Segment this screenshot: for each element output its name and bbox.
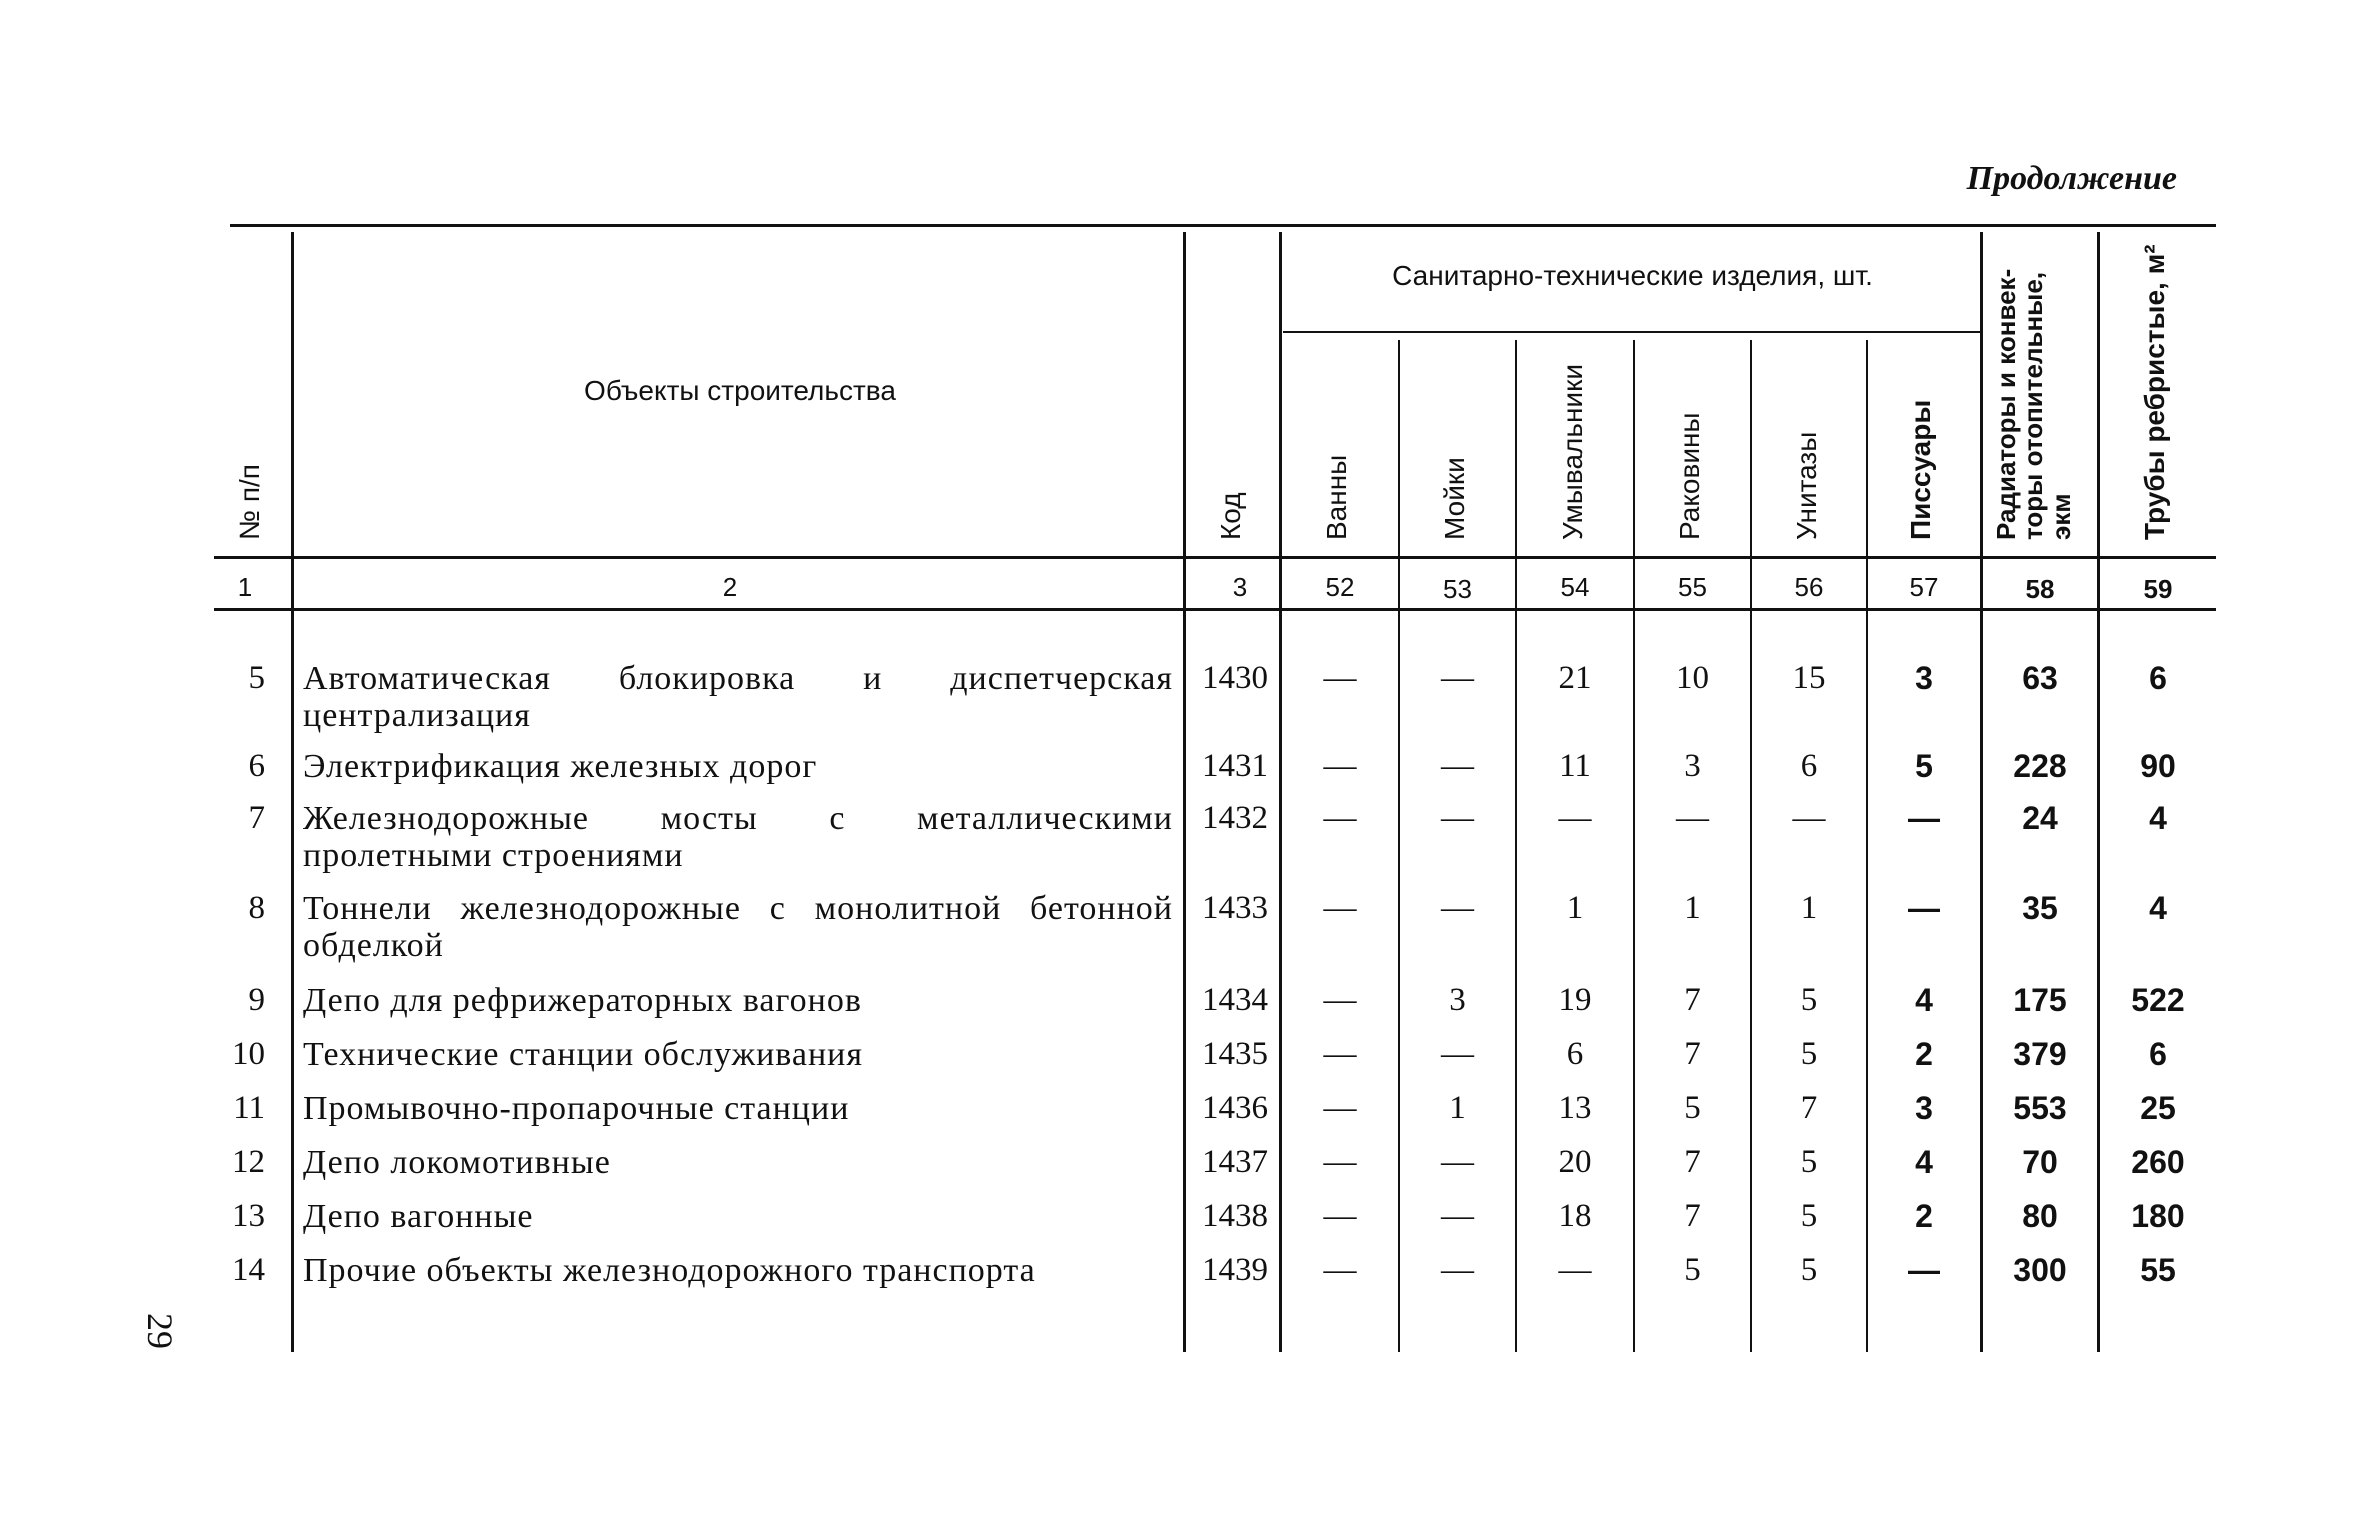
cell-53: — [1441,1198,1474,1234]
row-object-name: Прочие объекты железнодорожного транспорта [303,1252,1036,1289]
cell-55: 3 [1684,748,1701,784]
row-number: 5 [248,660,265,696]
cell-57: — [1908,890,1940,926]
cell-55: 1 [1684,890,1701,926]
header-radiators-l2: торы отопительные, [2018,271,2049,540]
cell-56: 7 [1800,1090,1818,1126]
cell-55: 5 [1684,1252,1701,1288]
cell-55: 5 [1684,1090,1701,1126]
cell-59: 522 [2131,982,2185,1018]
colnum-bottom-rule [214,608,2216,611]
row-code: 1437 [1202,1144,1268,1180]
row-code: 1436 [1202,1090,1268,1126]
cell-56: 6 [1800,748,1818,784]
cell-57: 4 [1915,1144,1933,1180]
header-sanitary-group: Санитарно-технические изделия, шт. [1392,260,1873,291]
cell-54: — [1558,800,1592,836]
colnum-53: 53 [1443,574,1472,604]
header-sub-rakoviny: Раковины [1674,412,1705,540]
cell-59: 25 [2140,1090,2176,1126]
cell-58: 175 [2013,982,2067,1018]
cell-54: 21 [1558,660,1592,696]
header-pipes: Трубы ребристые, м² [2139,244,2170,540]
row-number: 9 [248,982,265,1018]
cell-54: — [1558,1252,1592,1288]
cell-55: 10 [1676,660,1709,696]
cell-56: 5 [1800,1252,1818,1288]
cell-52: — [1323,1252,1357,1288]
row-object-name: Депо вагонные [303,1198,534,1235]
colnum-59: 59 [2143,574,2173,604]
colnum-58: 58 [2025,574,2055,604]
cell-53: — [1441,1036,1474,1072]
row-code: 1431 [1202,748,1268,784]
cell-57: 3 [1915,660,1933,696]
row-code: 1432 [1202,800,1268,836]
row-code: 1435 [1202,1036,1268,1072]
cell-52: — [1323,1090,1357,1126]
vline-58 [2097,232,2100,1352]
vline-57 [1980,232,1983,1352]
cell-54: 6 [1566,1036,1584,1072]
vline-num [291,232,294,1352]
cell-56: 5 [1800,982,1818,1018]
cell-59: 90 [2140,748,2176,784]
cell-56: 15 [1792,660,1826,696]
cell-58: 553 [2013,1090,2067,1126]
row-object-name: Автоматическая блокировка и диспетчерская централизация [303,660,1173,734]
row-object-name: Тоннели железнодорожные с монолитной бетонной обделкой [303,890,1173,964]
row-object-name: Депо локомотивные [303,1144,611,1181]
header-code: Код [1215,492,1246,540]
cell-57: 2 [1915,1198,1933,1234]
row-code: 1430 [1202,660,1268,696]
cell-57: 4 [1915,982,1933,1018]
cell-54: 20 [1558,1144,1592,1180]
colnum-54: 54 [1560,572,1590,602]
colnum-57: 57 [1909,572,1939,602]
cell-57: — [1908,1252,1940,1288]
page-number: 29 [140,1313,180,1349]
header-sub-unitazy: Унитазы [1791,431,1822,540]
cell-53: — [1441,748,1474,784]
row-object-name: Железнодорожные мосты с металлическими пролетными строениями [303,800,1173,874]
cell-56: 5 [1800,1036,1818,1072]
row-object-name: Депо для рефрижераторных вагонов [303,982,862,1019]
cell-52: — [1323,1144,1357,1180]
header-sub-umyvalniki: Умывальники [1557,364,1588,540]
colnum-55: 55 [1678,572,1707,602]
cell-57: 5 [1915,748,1933,784]
cell-54: 18 [1558,1198,1592,1234]
row-number: 13 [232,1198,265,1234]
cell-53: — [1441,1144,1474,1180]
cell-57: 3 [1915,1090,1933,1126]
cell-58: 80 [2022,1198,2058,1234]
cell-52: — [1323,1036,1357,1072]
cell-57: 2 [1915,1036,1933,1072]
header-objects: Объекты строительства [584,375,896,406]
cell-55: 7 [1684,982,1701,1018]
row-object-name: Технические станции обслуживания [303,1036,863,1073]
cell-57: — [1908,800,1940,836]
cell-56: 5 [1800,1144,1818,1180]
header-radiators-l3: экм [2045,493,2076,540]
cell-59: 6 [2149,1036,2167,1072]
row-number: 11 [233,1090,265,1126]
colnum-56: 56 [1794,572,1824,602]
cell-56: — [1792,800,1826,836]
cell-52: — [1323,982,1357,1018]
colnum-2: 2 [722,572,738,602]
header-radiators [1993,269,2075,540]
cell-54: 11 [1559,748,1591,784]
colnum-1: 1 [237,572,253,602]
cell-53: — [1441,660,1474,696]
row-object-name: Промывочно-пропарочные станции [303,1090,850,1127]
cell-58: 379 [2013,1036,2067,1072]
row-number: 7 [248,800,265,836]
row-code: 1438 [1202,1198,1268,1234]
cell-52: — [1323,800,1357,836]
row-code: 1434 [1202,982,1268,1018]
cell-53: — [1441,890,1474,926]
cell-55: 7 [1684,1036,1701,1072]
cell-56: 1 [1800,890,1818,926]
colnum-3: 3 [1232,572,1248,602]
top-rule [230,224,2216,227]
cell-55: — [1676,800,1709,836]
row-code: 1433 [1202,890,1268,926]
vline-objects [1183,232,1186,1352]
cell-52: — [1323,890,1357,926]
row-number: 12 [232,1144,265,1180]
cell-59: 6 [2149,660,2167,696]
sanitary-group-rule [1283,331,1980,333]
row-number: 8 [248,890,265,926]
cell-52: — [1323,748,1357,784]
row-number: 14 [232,1252,265,1288]
header-bottom-rule [214,556,2216,559]
cell-58: 228 [2013,748,2067,784]
cell-58: 35 [2022,890,2058,926]
cell-53: 1 [1449,1090,1466,1126]
cell-53: — [1441,800,1474,836]
cell-55: 7 [1684,1144,1701,1180]
row-number: 10 [232,1036,265,1072]
header-num: № п/п [234,464,265,540]
cell-52: — [1323,1198,1357,1234]
cell-54: 13 [1558,1090,1592,1126]
cell-58: 70 [2022,1144,2058,1180]
cell-53: — [1441,1252,1474,1288]
row-object-name: Электрификация железных дорог [303,748,818,785]
header-sub-vanny: Ванны [1321,454,1352,540]
cell-58: 63 [2022,660,2058,696]
cell-54: 1 [1566,890,1584,926]
row-number: 6 [248,748,265,784]
cell-59: 260 [2131,1144,2185,1180]
cell-54: 19 [1558,982,1592,1018]
cell-59: 55 [2140,1252,2176,1288]
continuation-label: Продолжение [1966,160,2177,197]
cell-59: 4 [2149,800,2167,836]
vline-code [1279,232,1282,1352]
cell-55: 7 [1684,1198,1701,1234]
cell-53: 3 [1449,982,1466,1018]
cell-58: 24 [2022,800,2058,836]
cell-56: 5 [1800,1198,1818,1234]
colnum-52: 52 [1325,572,1355,602]
header-radiators-l1: Радиаторы и конвек- [1991,268,2021,540]
header-sub-pissuary: Писсуары [1905,399,1936,540]
cell-52: — [1323,660,1357,696]
cell-58: 300 [2013,1252,2067,1288]
cell-59: 4 [2149,890,2167,926]
cell-59: 180 [2131,1198,2185,1234]
row-code: 1439 [1202,1252,1268,1288]
header-sub-moyki: Мойки [1439,457,1470,540]
